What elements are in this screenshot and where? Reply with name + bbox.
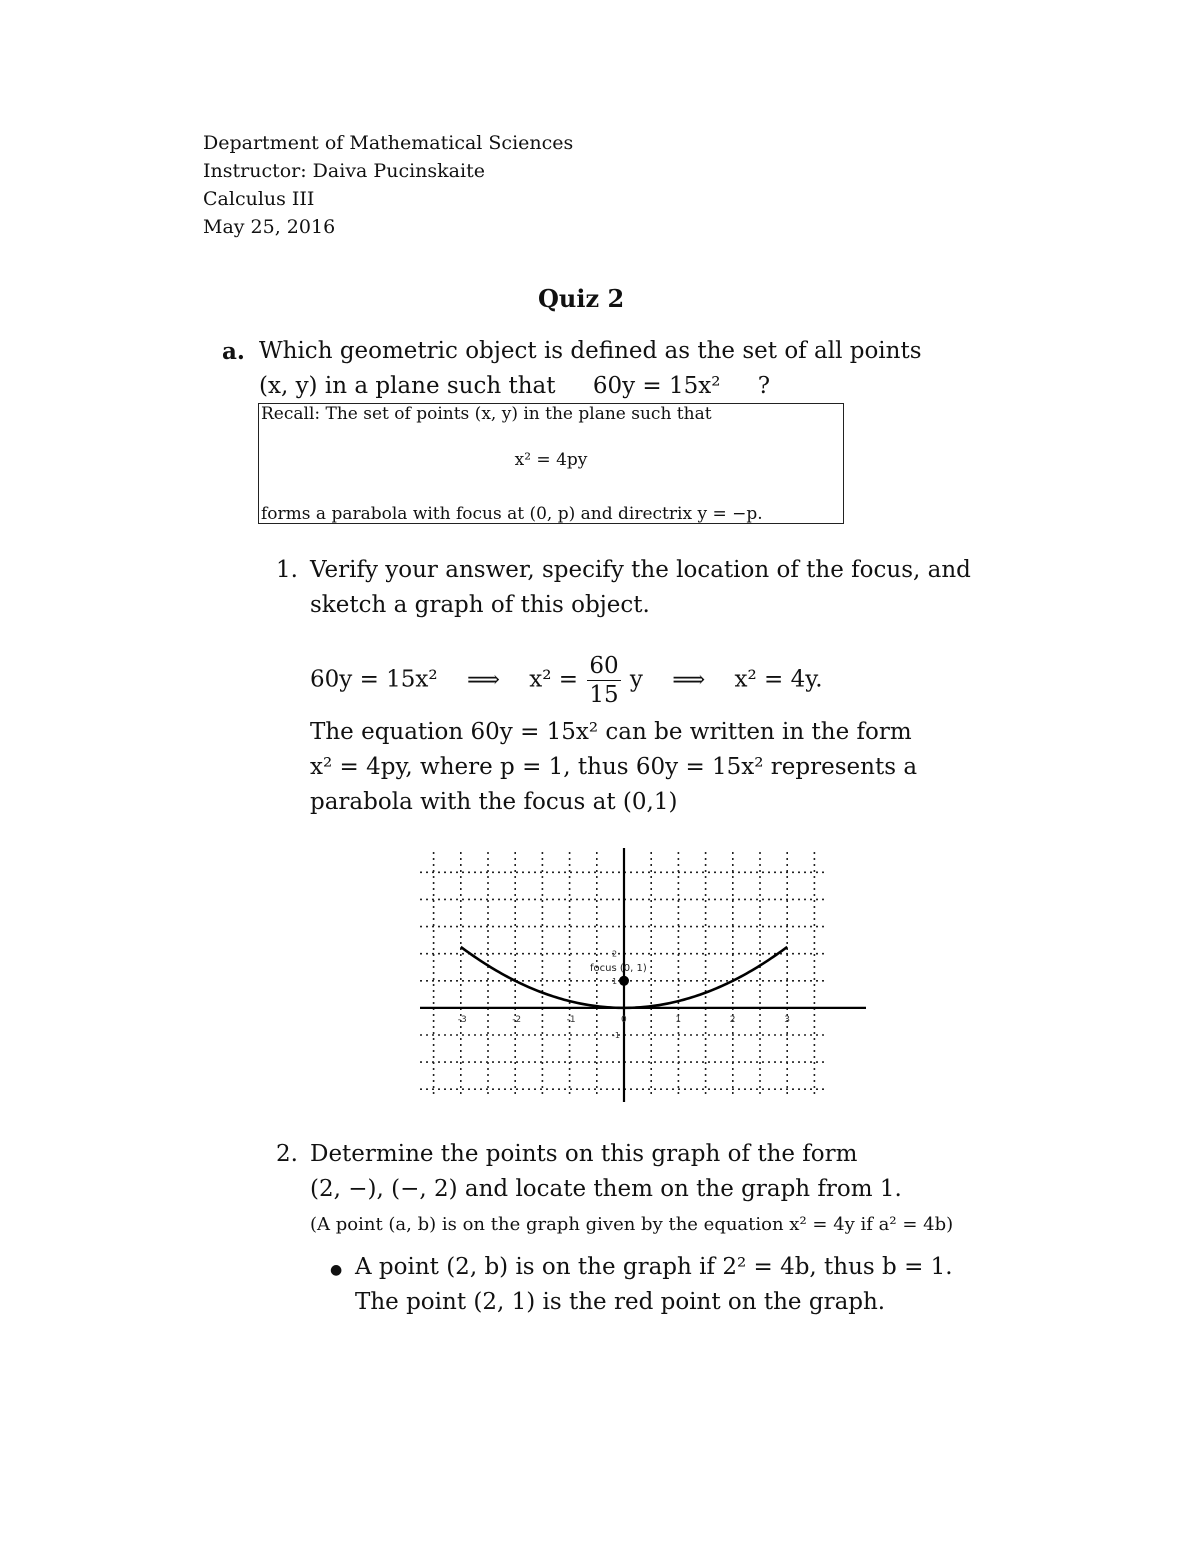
x-tick-label: 0 — [621, 1014, 627, 1025]
recall-line1: Recall: The set of points (x, y) in the plane such that — [261, 404, 712, 424]
y-tick-label: 2 — [612, 949, 618, 959]
x-tick-label: -3 — [457, 1014, 467, 1025]
item1-explain1: The equation 60y = 15x² can be written in the form — [310, 719, 912, 745]
question-a-equation: 60y = 15x² — [592, 373, 721, 399]
derivation-part2-pre: x² = — [529, 666, 579, 693]
derivation-part3: x² = 4y. — [734, 666, 823, 693]
page-title: Quiz 2 — [538, 284, 625, 313]
item1-line1: Verify your answer, specify the location of the focus, and — [310, 557, 971, 583]
item1-explain2: x² = 4py, where p = 1, thus 60y = 15x² represents a — [310, 754, 918, 780]
fraction-denominator: 15 — [589, 682, 619, 708]
recall-equation: x² = 4py — [514, 450, 588, 470]
x-tick-label: -2 — [512, 1014, 522, 1025]
x-tick-label: 3 — [784, 1014, 790, 1025]
question-a-line1: Which geometric object is defined as the set of all points — [259, 338, 922, 364]
course-line: Calculus III — [203, 188, 315, 210]
implies-arrow-2: ⟹ — [672, 666, 706, 693]
question-a-mark: ? — [757, 373, 771, 399]
fraction — [587, 652, 620, 709]
item2-line2: (2, −), (−, 2) and locate them on the graph from 1. — [310, 1176, 902, 1202]
question-a-line2 — [259, 373, 770, 399]
x-tick-label: 2 — [729, 1014, 736, 1025]
y-tick-label: -1 — [612, 1031, 620, 1040]
bullet-icon: ● — [330, 1262, 343, 1278]
item1-line2: sketch a graph of this object. — [310, 592, 650, 618]
focus-point — [619, 976, 629, 986]
bullet-line2: The point (2, 1) is the red point on the graph. — [355, 1289, 886, 1315]
y-tick-label: 1 — [612, 976, 618, 986]
date-line: May 25, 2016 — [203, 216, 336, 238]
item1-explain3: parabola with the focus at (0,1) — [310, 789, 678, 815]
x-tick-label: 1 — [675, 1014, 682, 1025]
item2-number: 2. — [276, 1141, 298, 1167]
question-a-line2-pre: (x, y) in a plane such that — [259, 373, 556, 399]
instructor-line: Instructor: Daiva Pucinskaite — [203, 160, 485, 182]
bullet-line1: A point (2, b) is on the graph if 2² = 4b, thus b = 1. — [355, 1254, 953, 1280]
department-line: Department of Mathematical Sciences — [203, 132, 574, 154]
recall-box — [258, 403, 844, 524]
item2-note: (A point (a, b) is on the graph given by the equation x² = 4y if a² = 4b) — [310, 1214, 954, 1235]
focus-label: focus (0, 1) — [590, 962, 647, 974]
recall-line3: forms a parabola with focus at (0, p) and directrix y = −p. — [261, 504, 763, 524]
item2-line1: Determine the points on this graph of the form — [310, 1141, 858, 1167]
implies-arrow-1: ⟹ — [466, 666, 500, 693]
question-a-label: a. — [222, 338, 245, 365]
derivation — [310, 652, 823, 709]
derivation-part2-post: y — [629, 666, 643, 693]
parabola-graph — [410, 840, 880, 1110]
fraction-numerator: 60 — [589, 653, 619, 679]
derivation-part1: 60y = 15x² — [310, 666, 438, 693]
x-tick-label: -1 — [566, 1014, 576, 1025]
item1-number: 1. — [276, 557, 298, 583]
